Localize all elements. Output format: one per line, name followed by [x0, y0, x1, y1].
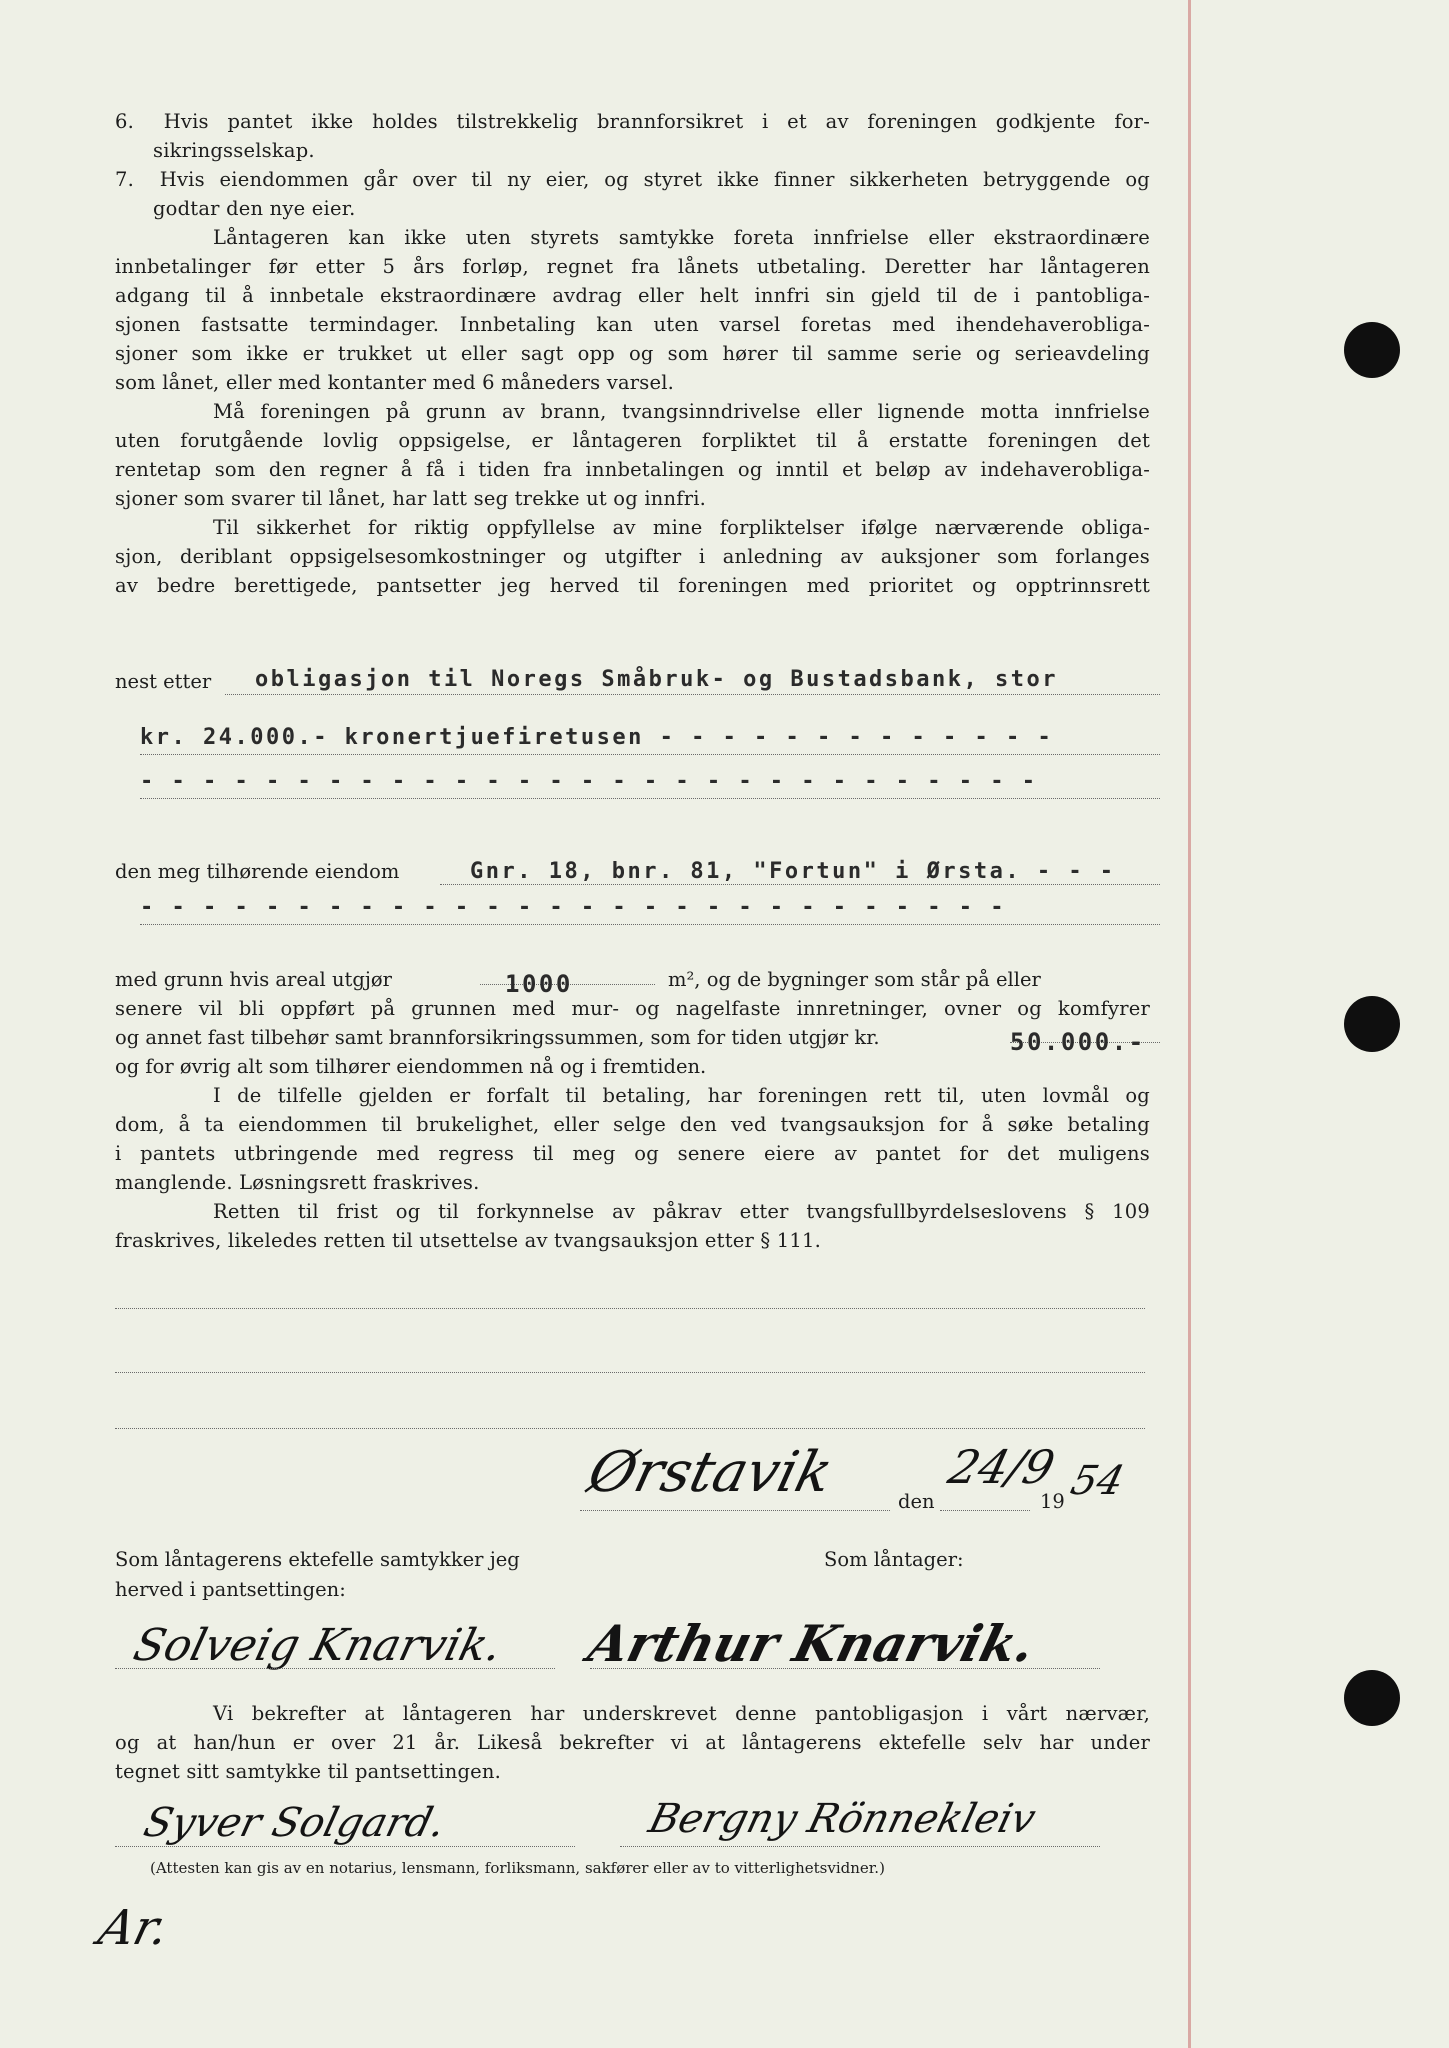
signature-line [590, 1668, 1100, 1669]
signature-line [620, 1846, 1100, 1847]
para3-line: Til sikkerhet for riktig oppfyllelse av mine forpliktelser ifølge nærværende obliga- [213, 516, 1150, 539]
signature-line [115, 1846, 575, 1847]
para1-line: innbetalinger før etter 5 års forløp, regnet fra lånets utbetaling. Deretter har låntageren [115, 255, 1150, 278]
priority-typed-line2: kr. 24.000.- kronertjuefiretusen - - - - - - - - - - - - - [140, 725, 1054, 750]
clause-6-line1: 6. Hvis pantet ikke holdes tilstrekkelig brannforsikret i et av foreningen godkjente for- [115, 110, 1150, 133]
witness-text-line: tegnet sitt samtykke til pantsettingen. [115, 1760, 502, 1783]
para5-line: I de tilfelle gjelden er forfalt til betaling, har foreningen rett til, uten lovmål og [213, 1084, 1150, 1107]
fill-line [580, 1510, 890, 1511]
area-value: 1000 [505, 970, 573, 998]
witness-2-signature: Bergny Rönnekleiv [644, 1796, 1041, 1842]
para1-line: som lånet, eller med kontanter med 6 måneders varsel. [115, 371, 675, 394]
witness-text-line: og at han/hun er over 21 år. Likeså bekrefter vi at låntagerens ektefelle selv har under [115, 1731, 1150, 1754]
date-day-month: 24/9 [943, 1440, 1061, 1494]
para6-line: Retten til frist og til forkynnelse av påkrav etter tvangsfullbyrdelseslovens § 109 [213, 1200, 1150, 1223]
clause-6-line2: sikringsselskap. [153, 139, 315, 162]
para2-line: rentetap som den regner å få i tiden fra innbetalingen og inntil et beløp av indehaverobliga- [115, 458, 1150, 481]
para5-line: dom, å ta eiendommen til brukelighet, eller selge den ved tvangsauksjon for å søke betaling [115, 1113, 1150, 1136]
para1-line: sjoner som ikke er trukket ut eller sagt opp og som hører til samme serie og serieavdeling [115, 342, 1150, 365]
fill-line [140, 798, 1160, 799]
borrower-label: Som låntager: [824, 1548, 964, 1571]
clause-7-line1: 7. Hvis eiendommen går over til ny eier, og styret ikke finner sikkerheten betryggende og [115, 168, 1150, 191]
blank-line [115, 1428, 1145, 1429]
red-margin-line [1188, 0, 1191, 2048]
clause-7-line2: godtar den nye eier. [153, 197, 356, 220]
insurance-text: og annet fast tilbehør samt brannforsikringssummen, som for tiden utgjør kr. [115, 1026, 880, 1049]
para1-line: adgang til å innbetale ekstraordinære avdrag eller helt innfri sin gjeld til de i pantobliga- [115, 284, 1150, 307]
witness-1-signature: Syver Solgard. [139, 1800, 451, 1846]
para2-line: Må foreningen på grunn av brann, tvangsinndrivelse eller lignende motta innfrielse [213, 400, 1150, 423]
signature-line [115, 1668, 555, 1669]
area-text-after: m², og de bygninger som står på eller [668, 968, 1041, 991]
date-den: den [898, 1490, 935, 1513]
spouse-consent-line2: herved i pantsettingen: [115, 1578, 346, 1601]
fill-line [140, 924, 1160, 925]
witness-text-line: Vi bekrefter at låntageren har underskrevet denne pantobligasjon i vårt nærvær, [213, 1702, 1150, 1725]
para6-line: fraskrives, likeledes retten til utsettelse av tvangsauksjon etter § 111. [115, 1229, 821, 1252]
fill-line [940, 1510, 1030, 1511]
borrower-signature: Arthur Knarvik. [582, 1614, 1041, 1673]
punch-hole [1344, 322, 1400, 378]
date-year-prefix: 19 [1040, 1490, 1065, 1513]
footnote: (Attesten kan gis av en notarius, lensmann, forliksmann, sakfører eller av to vitterlighetsvidner.) [150, 1859, 885, 1877]
priority-label: nest etter [115, 670, 212, 693]
para3-line: av bedre berettigede, pantsetter jeg herved til foreningen med prioritet og opptrinnsrett [115, 574, 1150, 597]
para2-line: sjoner som svarer til lånet, har latt seg trekke ut og innfri. [115, 487, 707, 510]
para2-line: uten forutgående lovlig oppsigelse, er låntageren forpliktet til å erstatte foreningen det [115, 429, 1150, 452]
para1-line: sjonen fastsatte termindager. Innbetaling kan uten varsel foretas med ihendehaverobliga- [115, 313, 1150, 336]
para3-line: sjon, deriblant oppsigelsesomkostninger og utgifter i anledning av auksjoner som forlanges [115, 545, 1150, 568]
priority-typed-line3: - - - - - - - - - - - - - - - - - - - - - - - - - - - - - [140, 769, 1038, 794]
blank-line [115, 1308, 1145, 1309]
para5-line: manglende. Løsningsrett fraskrives. [115, 1171, 480, 1194]
property-typed-line1: Gnr. 18, bnr. 81, "Fortun" i Ørsta. - - - [470, 859, 1116, 884]
punch-hole [1344, 996, 1400, 1052]
fill-line [225, 694, 1160, 695]
priority-typed-line1: obligasjon til Noregs Småbruk- og Bustadsbank, stor [255, 667, 1059, 692]
para5-line: i pantets utbringende med regress til meg og senere eiere av pantet for det muligens [115, 1142, 1150, 1165]
spouse-consent-line1: Som låntagerens ektefelle samtykker jeg [115, 1548, 520, 1571]
date-place: Ørstavik [581, 1440, 839, 1505]
area-text-before: med grunn hvis areal utgjør [115, 968, 392, 991]
para4-end: og for øvrig alt som tilhører eiendommen nå og i fremtiden. [115, 1055, 707, 1078]
fill-line [140, 754, 1160, 755]
property-typed-line2: - - - - - - - - - - - - - - - - - - - - - - - - - - - - [140, 895, 1006, 920]
para4-line: senere vil bli oppført på grunnen med mur- og nagelfaste innretninger, ovner og komfyrer [115, 997, 1150, 1020]
spouse-signature: Solveig Knarvik. [128, 1620, 508, 1671]
insurance-value: 50.000.- [1010, 1028, 1146, 1056]
property-label: den meg tilhørende eiendom [115, 860, 400, 883]
blank-line [115, 1372, 1145, 1373]
initials: Ar. [93, 1900, 175, 1956]
date-year-suffix: 54 [1066, 1458, 1129, 1504]
para1-line: Låntageren kan ikke uten styrets samtykke foreta innfrielse eller ekstraordinære [213, 226, 1150, 249]
punch-hole [1344, 1670, 1400, 1726]
